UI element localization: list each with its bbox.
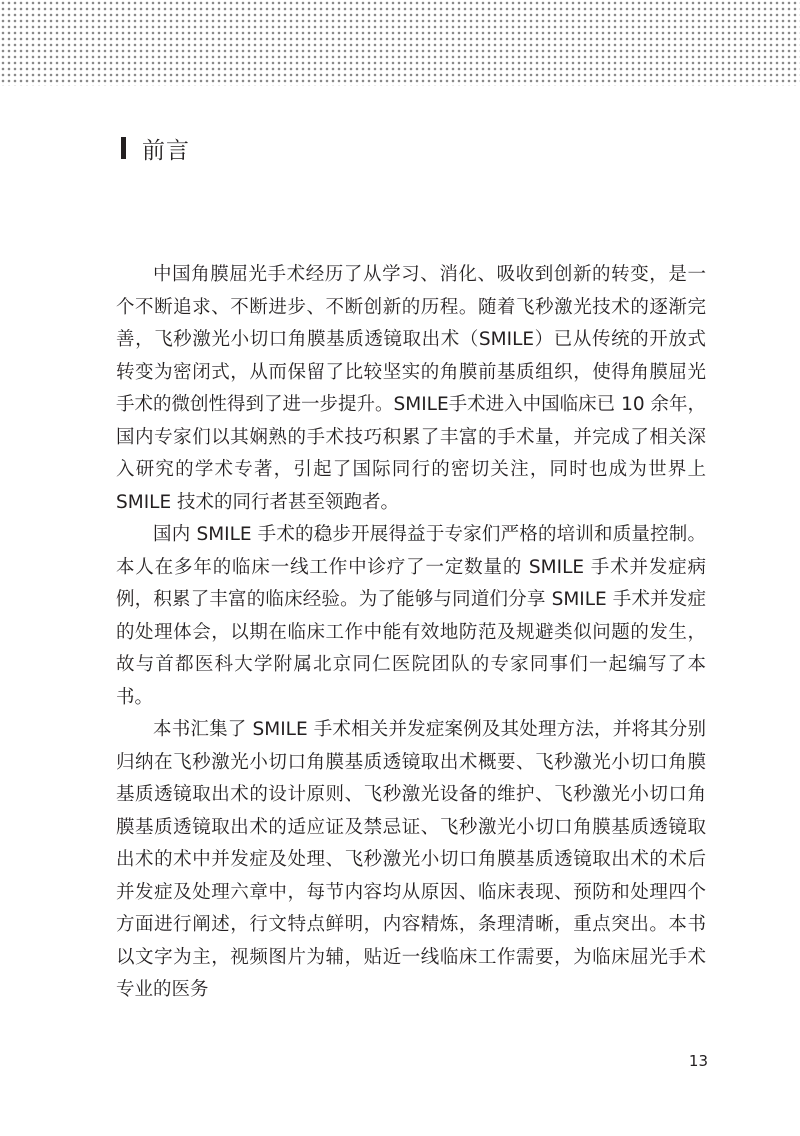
- paragraph-3: 本书汇集了 SMILE 手术相关并发症案例及其处理方法，并将其分别归纳在飞秒激光小切口角膜基质透镜取出术概要、飞秒激光小切口角膜基质透镜取出术的设计原则、飞秒激光设备的维护、飞秒激光小切口角膜基质透镜取出术的适应证及禁忌证、飞秒激光小切口角膜基质透镜取出术的术中并发症及处理、飞秒激光小切口角膜基质透镜取出术的术后并发症及处理六章中，每节内容均从原因、临床表现、预防和处理四个方面进行阐述，行文特点鲜明，内容精炼，条理清晰，重点突出。本书以文字为主，视频图片为辅，贴近一线临床工作需要，为临床屈光手术专业的医务: [116, 719, 706, 1000]
- body-text: [116, 259, 706, 1007]
- page-title: 前言: [142, 137, 190, 164]
- page-number: 13: [688, 1052, 708, 1070]
- paragraph-2: 国内 SMILE 手术的稳步开展得益于专家们严格的培训和质量控制。本人在多年的临床一线工作中诊疗了一定数量的 SMILE 手术并发症病例，积累了丰富的临床经验。为了能够与同道们分享 SMILE 手术并发症的处理体会，以期在临床工作中能有效地防范及规避类似问题的发生，故与首都医科大学附属北京同仁医院团队的专家同事们一起编写了本书。: [116, 524, 706, 708]
- paragraph-1: 中国角膜屈光手术经历了从学习、消化、吸收到创新的转变，是一个不断追求、不断进步、不断创新的历程。随着飞秒激光技术的逐渐完善，飞秒激光小切口角膜基质透镜取出术（SMILE）已从传统的开放式转变为密闭式，从而保留了比较坚实的角膜前基质组织，使得角膜屈光手术的微创性得到了进一步提升。SMILE手术进入中国临床已 10 余年，国内专家们以其娴熟的手术技巧积累了丰富的手术量，并完成了相关深入研究的学术专著，引起了国际同行的密切关注，同时也成为世界上 SMILE 技术的同行者甚至领跑者。: [116, 264, 706, 513]
- section-heading: [121, 133, 190, 163]
- heading-bar-marker: [121, 137, 126, 159]
- dotted-header-band: [0, 0, 800, 86]
